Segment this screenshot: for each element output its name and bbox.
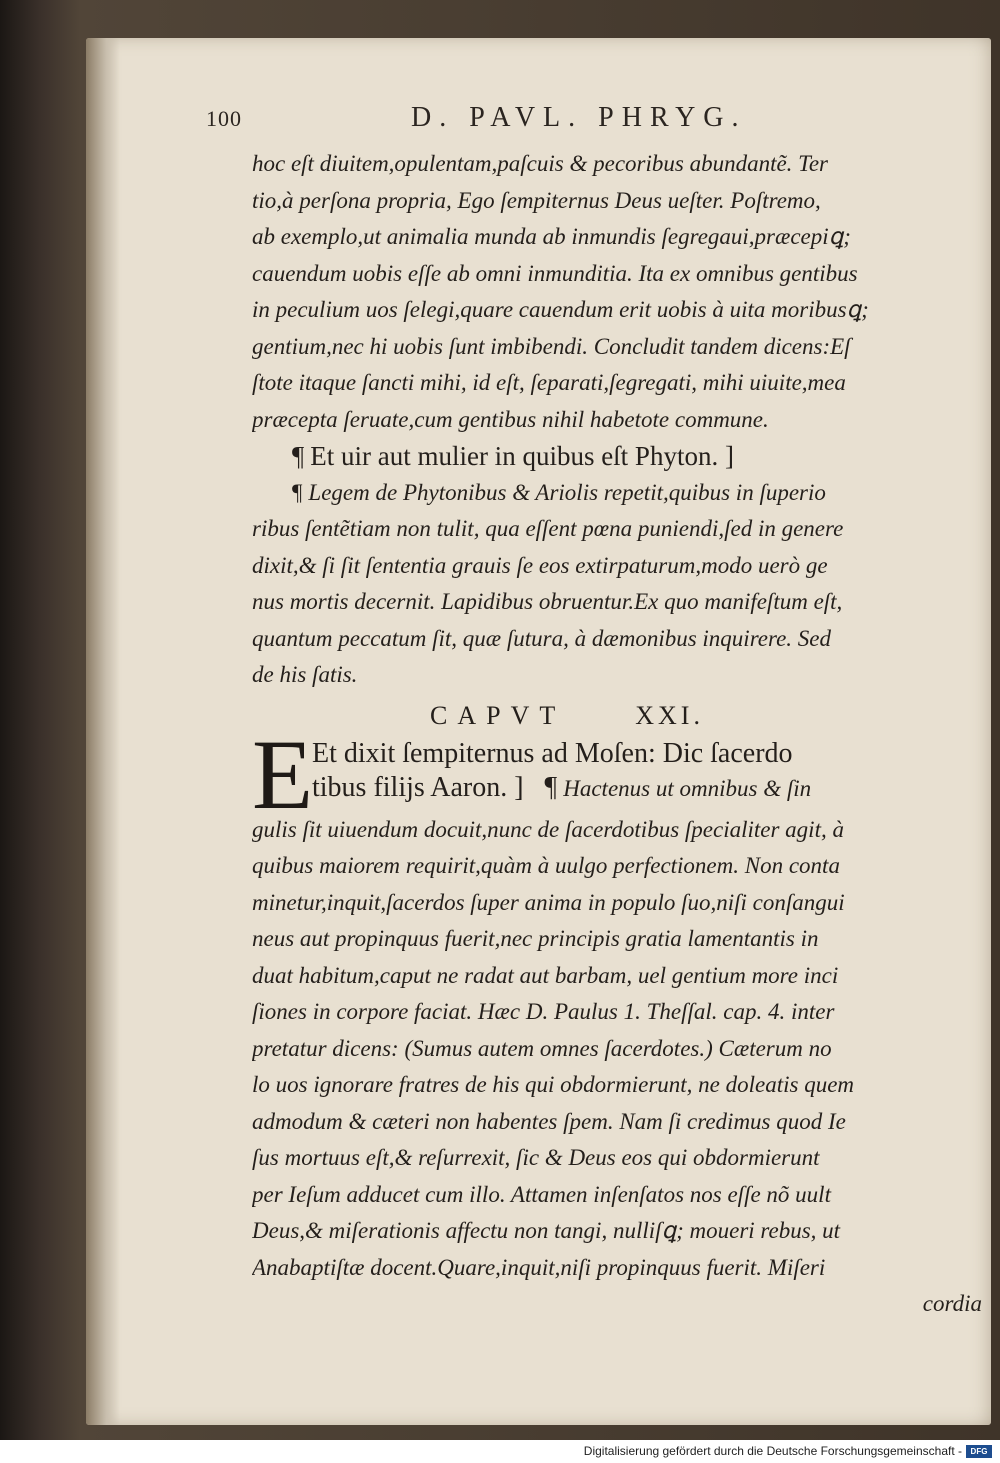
chapter-opening-line-1: Et dixit ſempiternus ad Moſen: Dic ſacerdo <box>312 737 793 769</box>
text-line: minetur,inquit,ſacerdos ſuper anima in populo ſuo,niſi conſangui <box>252 889 845 915</box>
running-head: D. PAVL. PHRYG. <box>411 102 747 133</box>
pilcrow-icon: ¶ <box>292 441 305 471</box>
lemma-line <box>252 438 991 475</box>
text-line: tio,à perſona propria, Ego ſempiternus Deus ueſter. Poſtremo, <box>252 187 821 213</box>
text-line: ab exemplo,ut animalia munda ab inmundis ſegregaui,præcepiꝗ; <box>252 224 851 249</box>
dfg-logo[interactable]: DFG <box>966 1445 992 1458</box>
text-line: ſiones in corpore faciat. Hæc D. Paulus 1. Theſſal. cap. 4. inter <box>252 999 835 1024</box>
body-text <box>252 146 991 1323</box>
drop-cap: E <box>252 718 314 830</box>
footer-credit: Digitalisierung gefördert durch die Deutsche Forschungsgemeinschaft - <box>583 1444 962 1458</box>
text-line: hoc eſt diuitem,opulentam,paſcuis & pecoribus abundantẽ. Ter <box>252 151 829 176</box>
opening-commentary: Hactenus ut omnibus & ſin <box>563 775 812 801</box>
text-span: Legem de Phytonibus & Ariolis repetit,quibus in ſuperio <box>308 479 826 505</box>
pilcrow-icon: ¶ <box>292 479 303 505</box>
page-header <box>206 102 806 146</box>
chapter-number: XXI. <box>635 700 704 730</box>
text-line: lo uos ignorare fratres de his qui obdormierunt, ne doleatis quem <box>252 1072 855 1097</box>
text-line: Deus,& miſerationis affectu non tangi, nulliſꝗ; moueri rebus, ut <box>252 1218 841 1243</box>
footer-bar <box>0 1440 1000 1463</box>
text-line: Anabaptiſtæ docent.Quare,inquit,niſi propinquus fuerit. Miſeri <box>252 1254 826 1280</box>
catchword: cordia <box>922 1291 982 1316</box>
text-line: ſus mortuus eſt,& reſurrexit, ſic & Deus eos qui obdormierunt <box>252 1145 820 1170</box>
text-line <box>252 475 991 512</box>
text-line: quantum peccatum ſit, quæ ſutura, à dæmonibus inquirere. Sed <box>252 625 832 651</box>
text-line: quibus maiorem requirit,quàm à uulgo perfectionem. Non conta <box>252 853 840 878</box>
text-line: gulis ſit uiuendum docuit,nunc de ſacerdotibus ſpecialiter agit, à <box>252 816 844 842</box>
text-line: in peculium uos ſelegi,quare cauendum erit uobis à uita moribusꝗ; <box>252 297 869 322</box>
paragraph-2 <box>252 475 991 694</box>
text-line: nus mortis decernit. Lapidibus obruentur.Ex quo manifeſtum eſt, <box>252 589 843 614</box>
text-line: dixit,& ſi ſit ſententia grauis ſe eos extirpaturum,modo uerò ge <box>252 552 828 578</box>
paragraph-1 <box>252 146 991 438</box>
lemma-text: Et uir aut mulier in quibus eſt Phyton. ] <box>310 441 734 471</box>
chapter-label: CAPVT <box>430 700 566 730</box>
page-number: 100 <box>206 106 242 131</box>
chapter-title <box>252 694 991 738</box>
paragraph-3 <box>252 812 991 1287</box>
text-line: admodum & cæteri non habentes ſpem. Nam ſi credimus quod Ie <box>252 1108 846 1134</box>
text-line: duat habitum,caput ne radat aut barbam, uel gentium more inci <box>252 962 839 988</box>
text-line: ſtote itaque ſancti mihi, id eſt, ſeparati,ſegregati, mihi uiuite,mea <box>252 370 846 395</box>
text-line: pretatur dicens: (Sumus autem omnes ſacerdotes.) Cæterum no <box>252 1035 832 1061</box>
text-line: gentium,nec hi uobis ſunt imbibendi. Concludit tandem dicens:Eſ <box>252 333 851 359</box>
text-line: cauendum uobis eſſe ab omni inmunditia. Ita ex omnibus gentibus <box>252 260 858 286</box>
text-line: neus aut propinquus fuerit,nec principis gratia lamentantis in <box>252 926 819 951</box>
text-line: de his ſatis. <box>252 662 358 687</box>
chapter-opening-line-2 <box>312 772 811 804</box>
pilcrow-icon: ¶ <box>544 771 558 803</box>
text-line: per Ieſum adducet cum illo. Attamen inſenſatos nos eſſe nõ uult <box>252 1181 831 1207</box>
book-page <box>86 38 991 1425</box>
text-line: ribus ſentẽtiam non tulit, qua eſſent pœna puniendi,ſed in genere <box>252 516 844 541</box>
opening-lemma: tibus filijs Aaron. ] <box>312 771 524 803</box>
text-line: præcepta ſeruate,cum gentibus nihil habetote commune. <box>252 406 769 432</box>
